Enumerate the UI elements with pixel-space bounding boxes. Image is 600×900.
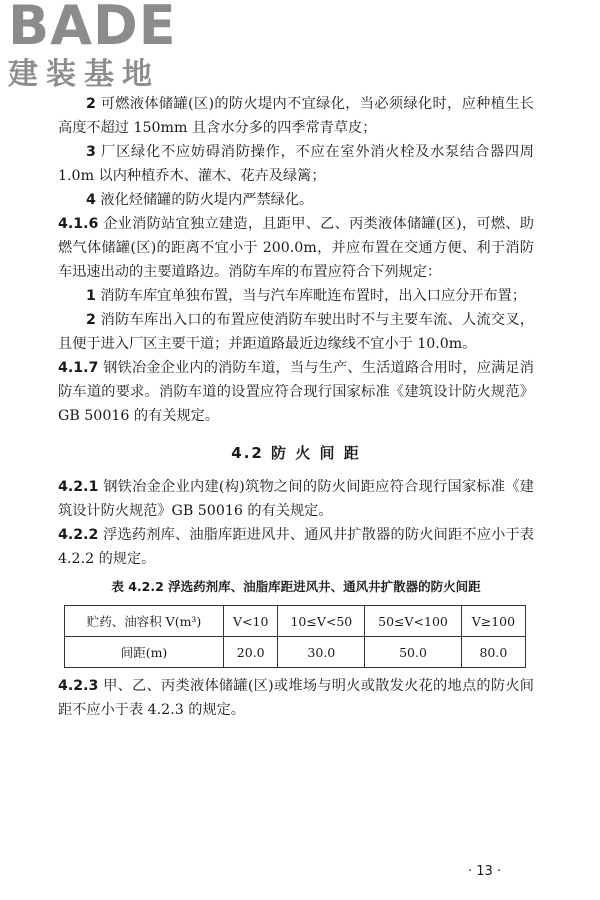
site-logo xyxy=(6,2,181,94)
spacing-table xyxy=(64,605,526,668)
table-row xyxy=(65,637,526,668)
item-paragraph: 1 消防车库宜单独布置，当与汽车库毗连布置时，出入口应分开布置； xyxy=(86,288,527,304)
clause-4-2-3: 4.2.3 甲、乙、丙类液体储罐(区)或堆场与明火或散发火花的地点的防火间距不应小于表 4.2.3 的规定。 xyxy=(58,678,534,718)
table-cell: 贮药、油容积 V(m³) xyxy=(65,606,224,637)
logo-word: BADE xyxy=(8,0,177,57)
item-paragraph: 4 液化烃储罐的防火堤内严禁绿化。 xyxy=(86,192,314,208)
table-cell: V≥100 xyxy=(461,606,525,637)
table-cell: 80.0 xyxy=(461,637,525,668)
table-row xyxy=(65,606,526,637)
item-paragraph: 2 消防车库出入口的布置应使消防车驶出时不与主要车流、人流交叉，且便于进入厂区主要干道；并距道路最近边缘线不宜小于 10.0m。 xyxy=(58,312,534,352)
table-cell: 间距(m) xyxy=(65,637,224,668)
logo-subtitle: 建装基地 xyxy=(8,57,160,92)
table-cell: 50.0 xyxy=(365,637,462,668)
table-cell: 50≤V<100 xyxy=(365,606,462,637)
item-paragraph: 3 厂区绿化不应妨碍消防操作，不应在室外消火栓及水泵结合器四周 1.0m 以内种植乔木、灌木、花卉及绿篱； xyxy=(58,144,534,184)
table-cell: V<10 xyxy=(224,606,278,637)
section-title: 4.2 防 火 间 距 xyxy=(231,444,361,462)
table-cell: 10≤V<50 xyxy=(278,606,365,637)
clause-4-1-6: 4.1.6 企业消防站宜独立建造，且距甲、乙、丙类液体储罐(区)，可燃、助燃气体储罐(区)的距离不宜小于 200.0m，并应布置在交通方便、利于消防车迅速出动的主要道路边。消防车库的布置应符合下列规定： xyxy=(58,216,534,280)
clause-4-1-7: 4.1.7 钢铁冶金企业内的消防车道，当与生产、生活道路合用时，应满足消防车道的要求。消防车道的设置应符合现行国家标准《建筑设计防火规范》GB 50016 的有关规定。 xyxy=(58,360,534,424)
clause-4-2-1: 4.2.1 钢铁冶金企业内建(构)筑物之间的防火间距应符合现行国家标准《建筑设计防火规范》GB 50016 的有关规定。 xyxy=(58,479,534,519)
item-paragraph: 2 可燃液体储罐(区)的防火堤内不宜绿化，当必须绿化时，应种植生长高度不超过 150mm 且含水分多的四季常青草皮； xyxy=(58,96,534,136)
clause-4-2-2: 4.2.2 浮选药剂库、油脂库距进风井、通风井扩散器的防火间距不应小于表 4.2.2 的规定。 xyxy=(58,527,534,567)
table-cell: 30.0 xyxy=(278,637,365,668)
table-cell: 20.0 xyxy=(224,637,278,668)
page-number: · 13 · xyxy=(468,864,502,879)
table-caption: 表 4.2.2 浮选药剂库、油脂库距进风井、通风井扩散器的防火间距 xyxy=(111,579,481,594)
document-body xyxy=(58,92,534,722)
